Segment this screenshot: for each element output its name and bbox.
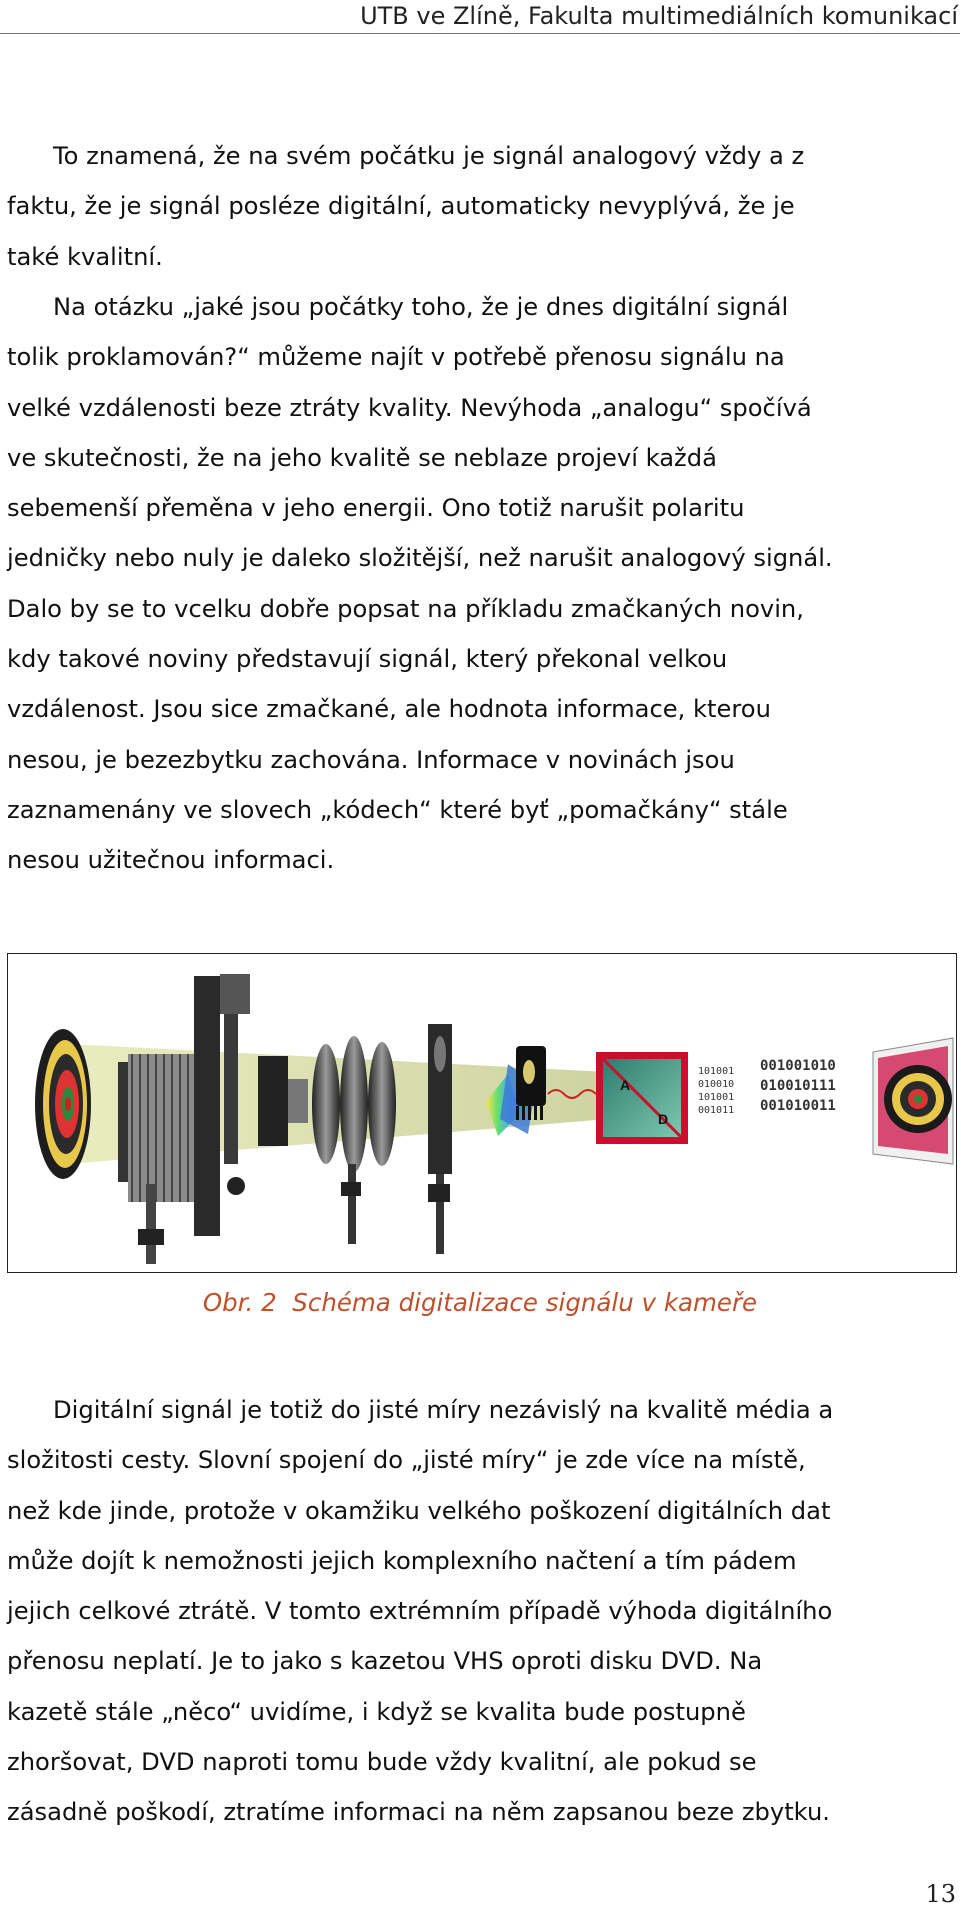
text-line: ve skutečnosti, že na jeho kvalitě se neblaze projeví každá	[7, 443, 717, 472]
text-line: přenosu neplatí. Je to jako s kazetou VHS oproti disku DVD. Na	[7, 1647, 763, 1676]
text-line: velké vzdálenosti beze ztráty kvality. Nevýhoda „analogu“ spočívá	[7, 393, 812, 422]
paragraph-1	[7, 131, 957, 282]
text-line: také kvalitní.	[7, 242, 163, 271]
paragraph-2	[7, 282, 957, 886]
text-line: tolik proklamován?“ můžeme najít v potřebě přenosu signálu na	[7, 343, 785, 372]
adc-label-d: D	[658, 1111, 669, 1127]
text-line: než kde jinde, protože v okamžiku velkého poškození digitálních dat	[7, 1496, 831, 1525]
caption-label: Obr. 2	[202, 1288, 277, 1317]
text-line: kdy takové noviny představují signál, který překonal velkou	[7, 645, 728, 674]
text-line: nesou, je bezezbytku zachována. Informace v novinách jsou	[7, 745, 735, 774]
binary-row: 001010011	[760, 1098, 836, 1114]
dartboard-icon	[35, 1029, 91, 1179]
bellows-icon	[118, 974, 250, 1264]
text-line: může dojít k nemožnosti jejich komplexního načtení a tím pádem	[7, 1546, 797, 1575]
text-line: nesou užitečnou informaci.	[7, 846, 335, 875]
binary-row: 101001	[698, 1066, 735, 1077]
binary-row: 010010111	[760, 1078, 836, 1094]
text-line: Na otázku „jaké jsou počátky toho, že je dnes digitální signál	[53, 293, 789, 321]
binary-row: 001001010	[760, 1058, 836, 1074]
binary-stream-small	[698, 1066, 734, 1116]
text-line: jedničky nebo nuly je daleko složitější, než narušit analogový signál.	[7, 544, 833, 573]
text-line: zhoršovat, DVD naproti tomu bude vždy kvalitní, ale pokud se	[7, 1748, 757, 1777]
binary-row: 101001	[698, 1092, 735, 1103]
page-header	[0, 0, 960, 36]
binary-row: 001011	[698, 1105, 735, 1116]
text-line: Dalo by se to vcelku dobře popsat na příkladu zmačkaných novin,	[7, 594, 804, 623]
adc-label-a: A	[620, 1077, 631, 1093]
binary-row: 010010	[698, 1079, 735, 1090]
paragraph-3	[7, 1385, 957, 1838]
text-line: kazetě stále „něco“ uvidíme, i když se kvalita bude postupně	[7, 1697, 746, 1726]
text-line: faktu, že je signál posléze digitální, automaticky nevyplývá, že je	[7, 192, 795, 221]
page-number: 13	[925, 1880, 956, 1908]
header-title: UTB ve Zlíně, Fakulta multimediálních komunikací	[360, 2, 958, 30]
text-line: vzdálenost. Jsou sice zmačkané, ale hodnota informace, kterou	[7, 695, 771, 724]
text-line: složitosti cesty. Slovní spojení do „jisté míry“ je zde více na místě,	[7, 1446, 806, 1475]
caption-text: Schéma digitalizace signálu v kameře	[292, 1288, 758, 1317]
ad-converter-icon	[596, 1052, 688, 1144]
figure-camera-digitization	[7, 953, 957, 1273]
camera-schema-illustration	[8, 954, 956, 1272]
figure-caption	[0, 1288, 960, 1317]
lens-assembly-icon	[258, 1024, 452, 1254]
text-line: jejich celkové ztrátě. V tomto extrémním případě výhoda digitálního	[7, 1597, 833, 1626]
binary-stream-large	[760, 1058, 836, 1114]
text-line: zásadně poškodí, ztratíme informaci na něm zapsanou beze zbytku.	[7, 1798, 830, 1827]
text-line: To znamená, že na svém počátku je signál analogový vždy a z	[53, 142, 805, 170]
header-rule	[0, 33, 960, 34]
text-line: Digitální signál je totiž do jisté míry nezávislý na kvalitě média a	[53, 1396, 834, 1424]
text-line: sebemenší přeměna v jeho energii. Ono totiž narušit polaritu	[7, 494, 745, 523]
output-image-icon	[873, 1038, 953, 1164]
text-line: zaznamenány ve slovech „kódech“ které byť „pomačkány“ stále	[7, 795, 788, 824]
